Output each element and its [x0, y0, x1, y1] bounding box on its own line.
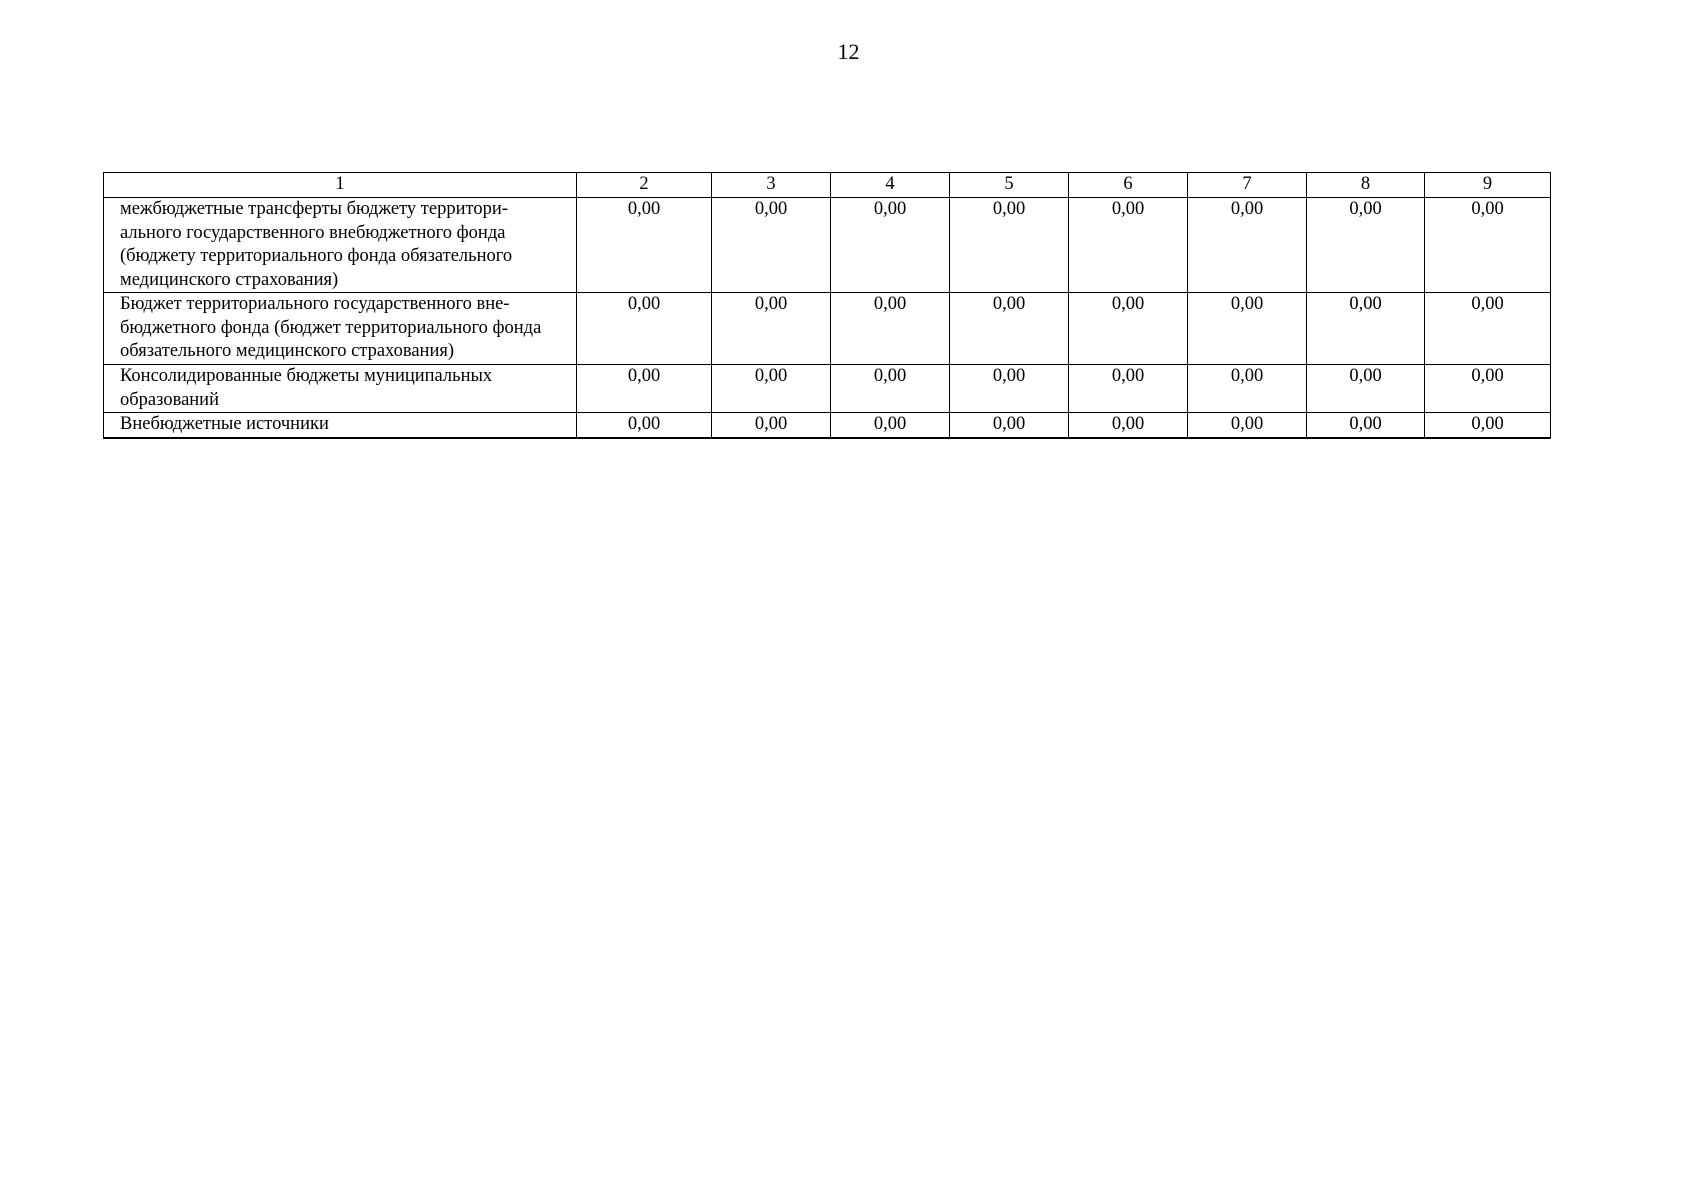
table-cell: 0,00	[1425, 365, 1551, 413]
page-number: 12	[837, 39, 860, 64]
column-header: 7	[1188, 173, 1307, 198]
column-header: 2	[577, 173, 712, 198]
column-header: 3	[712, 173, 831, 198]
budget-table	[103, 172, 1551, 439]
table-cell: 0,00	[1188, 413, 1307, 438]
column-header: 4	[831, 173, 950, 198]
table-cell: 0,00	[1069, 365, 1188, 413]
table-cell: 0,00	[577, 413, 712, 438]
row-label: Внебюджетные источники	[104, 413, 577, 438]
table-cell: 0,00	[1307, 293, 1425, 365]
column-header: 9	[1425, 173, 1551, 198]
row-label: Консолидированные бюджеты муниципальных образований	[104, 365, 577, 413]
table-cell: 0,00	[1188, 293, 1307, 365]
table-cell: 0,00	[1069, 293, 1188, 365]
table-cell: 0,00	[831, 198, 950, 293]
table-cell: 0,00	[712, 413, 831, 438]
table-cell: 0,00	[831, 365, 950, 413]
column-header: 8	[1307, 173, 1425, 198]
table-header-row	[104, 173, 1551, 198]
table-cell: 0,00	[950, 365, 1069, 413]
table-cell: 0,00	[1188, 198, 1307, 293]
table-cell: 0,00	[712, 198, 831, 293]
row-label: межбюджетные трансферты бюджету территори-ального государственного внебюджетного фонда (бюджету территориального фонда обязательного медицинского страхования)	[104, 198, 577, 293]
table-cell: 0,00	[1307, 413, 1425, 438]
table-cell: 0,00	[577, 293, 712, 365]
table-cell: 0,00	[950, 293, 1069, 365]
column-header: 1	[104, 173, 577, 198]
table-cell: 0,00	[577, 198, 712, 293]
table-cell: 0,00	[831, 413, 950, 438]
table-cell: 0,00	[831, 293, 950, 365]
table-cell: 0,00	[1425, 293, 1551, 365]
table-row	[104, 413, 1551, 438]
table-cell: 0,00	[950, 413, 1069, 438]
table-cell: 0,00	[1425, 413, 1551, 438]
table-cell: 0,00	[1069, 413, 1188, 438]
table-cell: 0,00	[712, 365, 831, 413]
table-row	[104, 365, 1551, 413]
table-cell: 0,00	[1307, 198, 1425, 293]
table-cell: 0,00	[712, 293, 831, 365]
table-cell: 0,00	[577, 365, 712, 413]
column-header: 6	[1069, 173, 1188, 198]
row-label: Бюджет территориального государственного вне-бюджетного фонда (бюджет территориального фонда обязательного медицинского страхования)	[104, 293, 577, 365]
table-cell: 0,00	[1307, 365, 1425, 413]
table-row	[104, 293, 1551, 365]
table-row	[104, 198, 1551, 293]
column-header: 5	[950, 173, 1069, 198]
table-cell: 0,00	[1425, 198, 1551, 293]
table-cell: 0,00	[1069, 198, 1188, 293]
table-cell: 0,00	[1188, 365, 1307, 413]
table-cell: 0,00	[950, 198, 1069, 293]
